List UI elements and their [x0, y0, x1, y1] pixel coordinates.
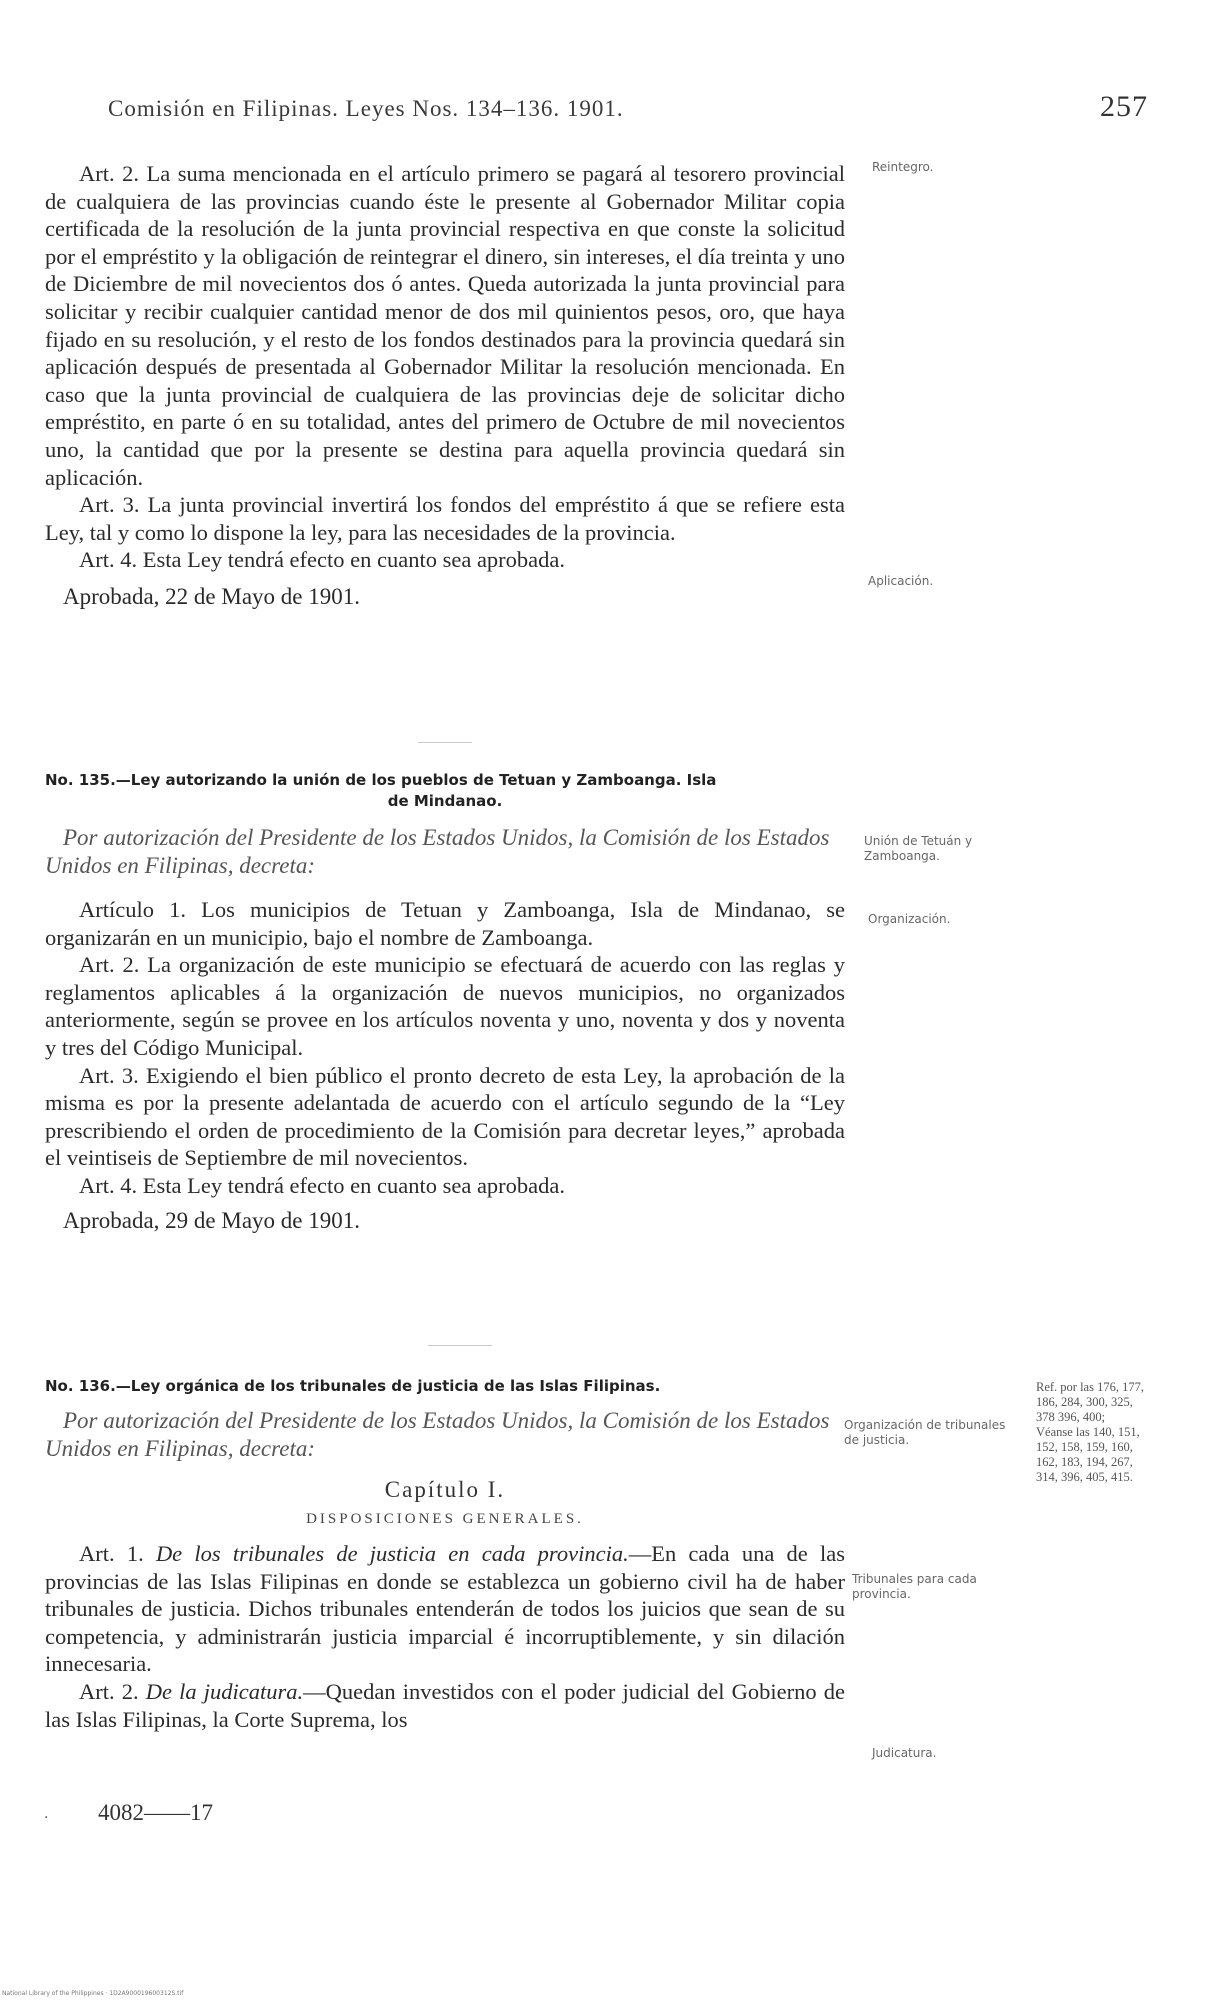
law136-art2	[45, 1678, 845, 1733]
header-title: Comisión en Filipinas. Leyes Nos. 134–136. 1901.	[108, 96, 624, 121]
art1-label: Art. 1.	[79, 1541, 144, 1566]
dot-mark: .	[44, 1806, 49, 1822]
art2-heading: De la judicatura.	[145, 1678, 304, 1704]
margin-note-org-tribunales: Organización de tribunales de justicia.	[844, 1418, 1006, 1447]
law134-art3: Art. 3. La junta provincial invertirá los fondos del empréstito á que se refiere esta Ley, tal y como lo dispone la ley, para las necesidades de la provincia.	[45, 492, 845, 545]
law-136	[45, 1376, 845, 1733]
art2-text: —Quedan investidos con el poder judicial del Gobierno de las Islas Filipinas, la Corte Suprema, los	[45, 1678, 846, 1732]
margin-note-organizacion: Organización.	[868, 912, 951, 926]
margin-note-tribunales-provincia: Tribunales para cada provincia.	[852, 1572, 977, 1601]
law135-art1: Artículo 1. Los municipios de Tetuan y Zamboanga, Isla de Mindanao, se organizarán en un municipio, bajo el nombre de Zamboanga.	[45, 897, 845, 950]
law136-art1	[45, 1540, 845, 1678]
law135-approved: Aprobada, 29 de Mayo de 1901.	[63, 1207, 361, 1233]
art2-label: Art. 2.	[79, 1678, 139, 1704]
law135-art2: Art. 2. La organización de este municipio se efectuará de acuerdo con las reglas y reglamentos aplicables á la organización de nuevos municipios, no organizados anteriormente, según se provee en los artículos noventa y uno, noventa y dos y noventa y tres del Código Municipal.	[45, 952, 845, 1060]
refs-por: Ref. por las 176, 177, 186, 284, 300, 325, 378 396, 400;	[1036, 1380, 1144, 1424]
law135-art4: Art. 4. Esta Ley tendrá efecto en cuanto sea aprobada.	[79, 1172, 566, 1198]
signature-mark: 4082——17	[98, 1800, 213, 1825]
section-divider	[418, 742, 472, 743]
law134-art2: Art. 2. La suma mencionada en el artículo primero se pagará al tesorero provincial de cualquiera de las provincias cuando éste le presente al Gobernador Militar copia certificada de la resolución de la junta provincial respectiva en que conste la solicitud por el empréstito y la obligación de reintegrar el dinero, sin intereses, el día treinta y uno de Diciembre de mil novecientos dos ó antes. Queda autorizada la junta provincial para solicitar y recibir cualquier cantidad menor de dos mil quinientos pesos, oro, que haya fijado en su resolución, y el resto de los fondos destinados para la provincia quedará sin aplicación después de presentada al Gobernador Militar la resolución mencionada. En caso que la junta provincial de cualquiera de las provincias deje de solicitar dicho empréstito, en parte ó en su totalidad, antes del primero de Octubre de mil novecientos uno, la cantidad que por la presente se destina para aquella provincia quedará sin aplicación.	[45, 161, 845, 490]
law134-art4: Art. 4. Esta Ley tendrá efecto en cuanto sea aprobada.	[79, 547, 566, 573]
law135-title-line2: de Mindanao.	[387, 792, 503, 810]
law136-authority: Por autorización del Presidente de los Estados Unidos, la Comisión de los Estados Unidos en Filipinas, decreta:	[45, 1408, 830, 1461]
margin-note-aplicacion: Aplicación.	[868, 574, 934, 588]
margin-note-judicatura: Judicatura.	[872, 1746, 937, 1760]
art1-heading: De los tribunales de justicia en cada provincia.	[155, 1541, 629, 1566]
law134-approved: Aprobada, 22 de Mayo de 1901.	[63, 583, 361, 609]
law135-title-line1: No. 135.—Ley autorizando la unión de los pueblos de Tetuan y Zamboanga. Isla	[45, 771, 717, 789]
chapter-heading: Capítulo I.	[384, 1477, 506, 1502]
cross-references	[1036, 1380, 1154, 1485]
margin-note-union: Unión de Tetuán y Zamboanga.	[864, 834, 973, 863]
page-number: 257	[1100, 90, 1148, 123]
law136-title: No. 136.—Ley orgánica de los tribunales de justicia de las Islas Filipinas.	[45, 1377, 661, 1395]
section-divider	[428, 1345, 492, 1346]
section-subheading: DISPOSICIONES GENERALES.	[306, 1511, 584, 1527]
running-header	[108, 90, 1148, 123]
law135-authority: Por autorización del Presidente de los Estados Unidos, la Comisión de los Estados Unidos en Filipinas, decreta:	[45, 825, 830, 878]
scan-footer: National Library of the Philippines · 1D2A900019600312S.tif	[2, 1990, 184, 1997]
law-134-end	[45, 160, 845, 610]
margin-note-reintegro: Reintegro.	[872, 160, 934, 174]
art1-text: —En cada una de las provincias de las Islas Filipinas en donde se establezca un gobierno civil ha de haber tribunales de justicia. Dichos tribunales entenderán de todos los juicios que sean de su competencia, y administrarán justicia imparcial é incorruptiblemente, y sin dilación innecesaria.	[45, 1541, 845, 1677]
refs-veanse: Véanse las 140, 151, 152, 158, 159, 160, 162, 183, 194, 267, 314, 396, 405, 415.	[1036, 1425, 1140, 1484]
law135-art3: Art. 3. Exigiendo el bien público el pronto decreto de esta Ley, la aprobación de la misma es por la presente adelantada de acuerdo con el artículo segundo de la “Ley prescribiendo el orden de procedimiento de la Comisión para decretar leyes,” aprobada el veintiseis de Septiembre de mil novecientos.	[45, 1062, 845, 1171]
law-135	[45, 770, 845, 1234]
